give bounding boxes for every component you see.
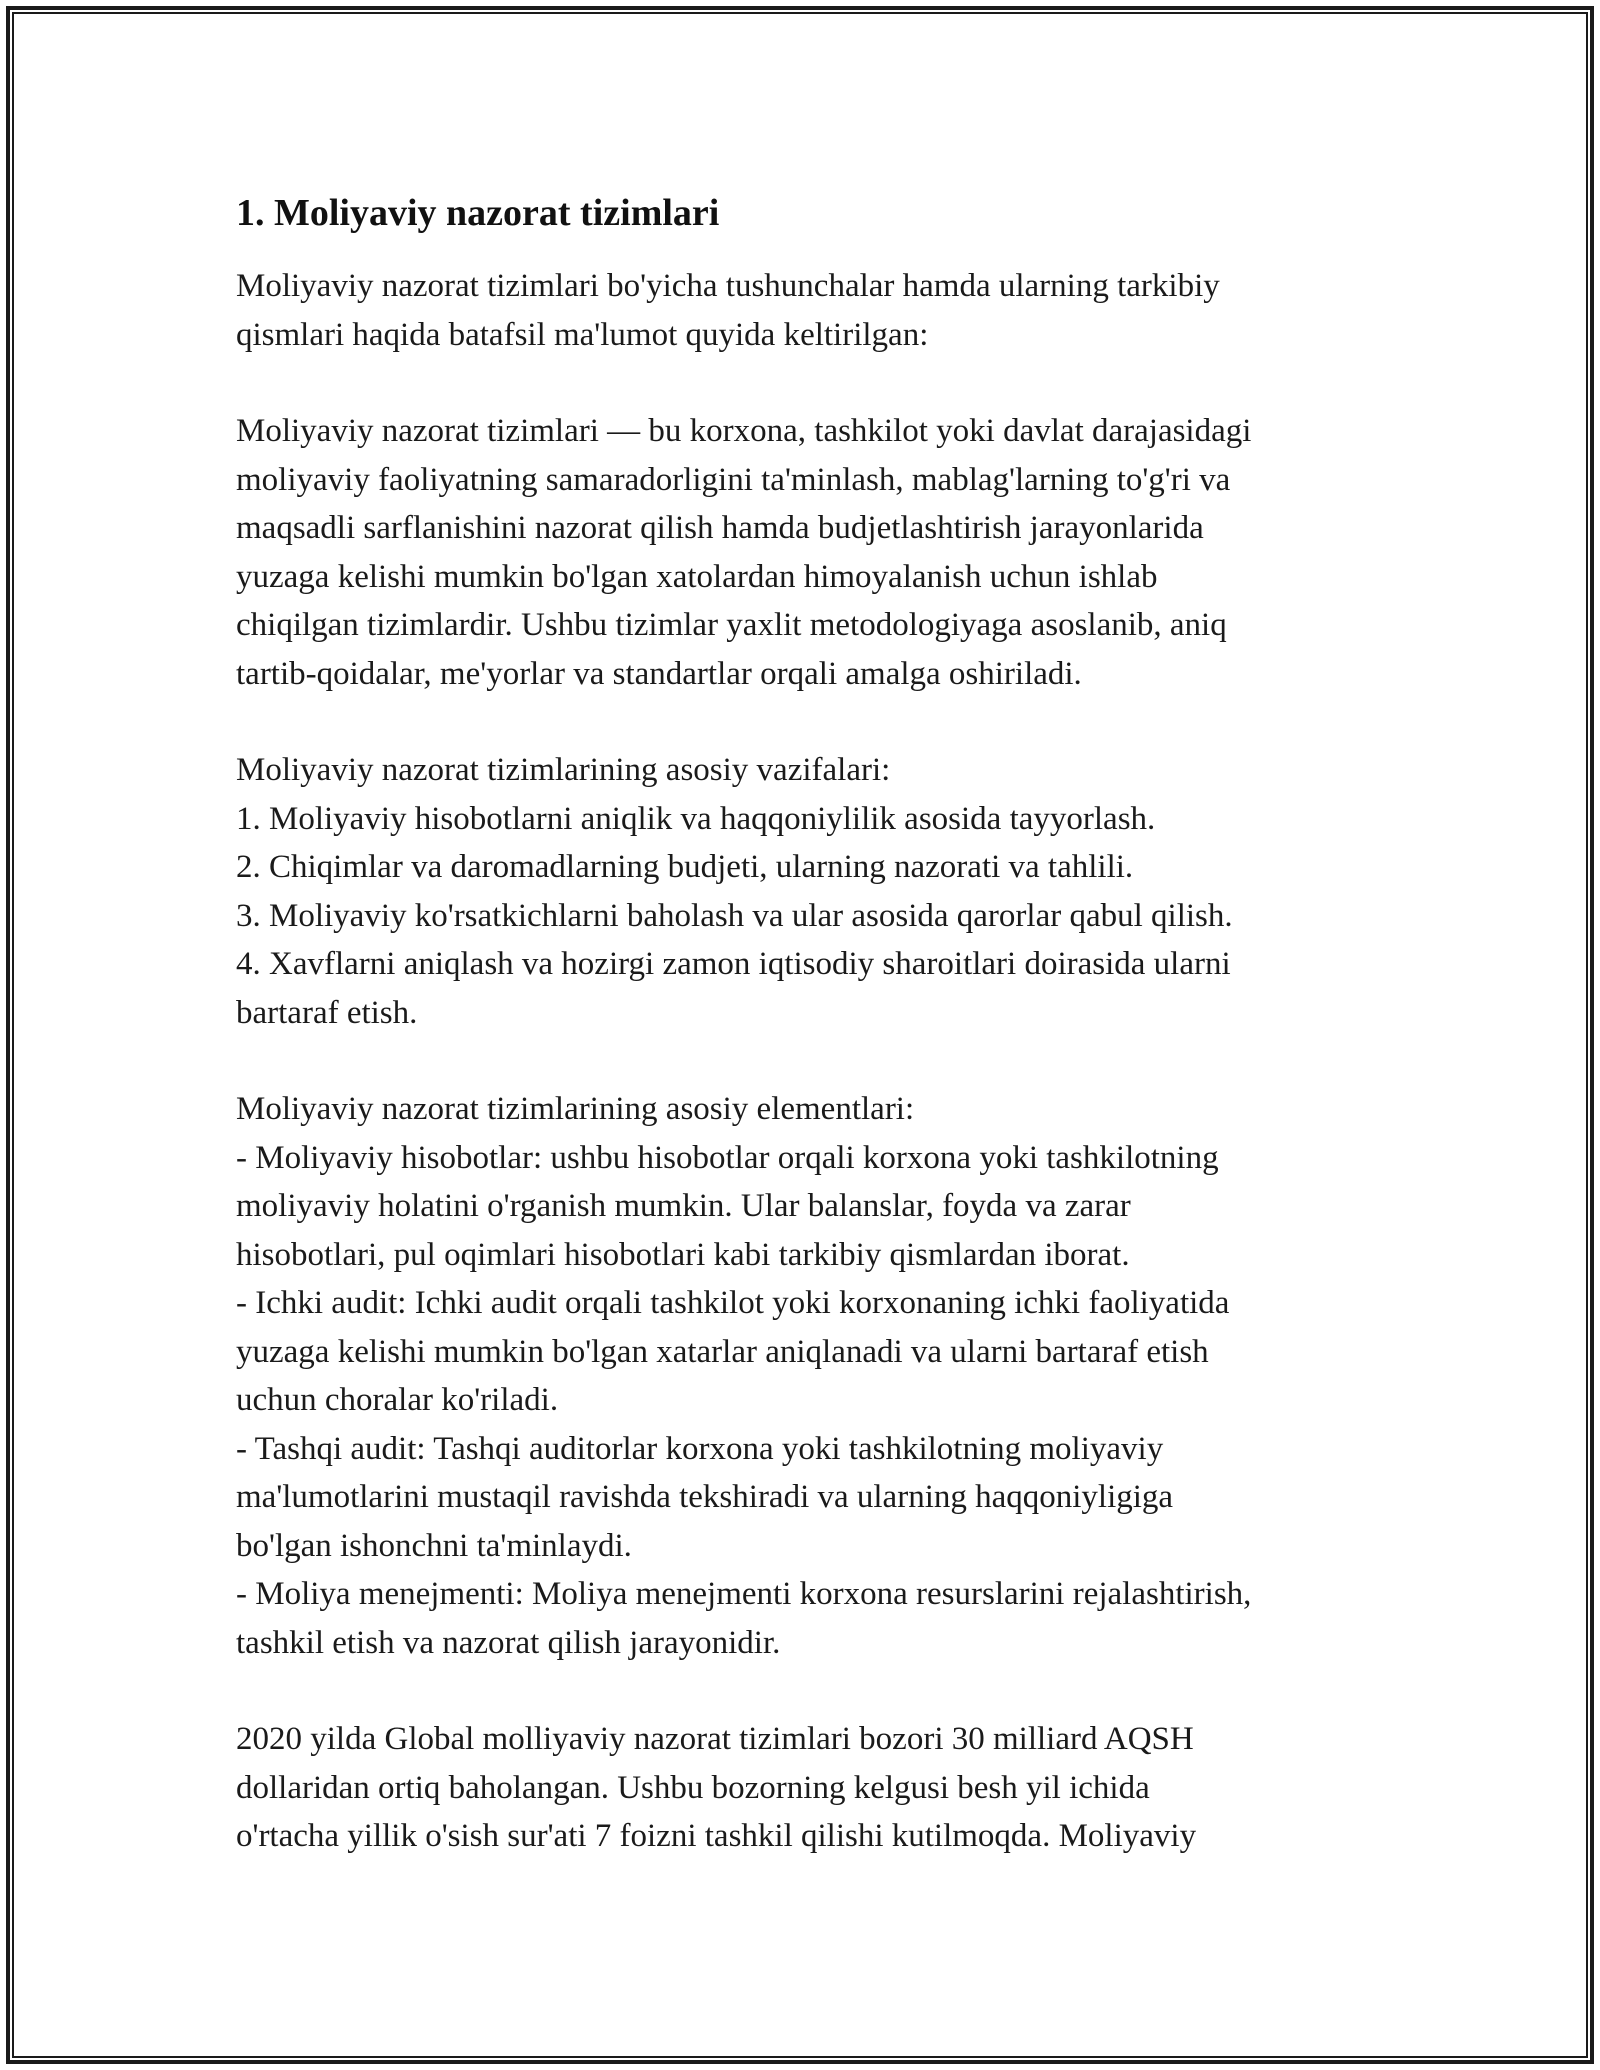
section-heading: 1. Moliyaviy nazorat tizimlari — [236, 192, 720, 234]
market-paragraph — [236, 1715, 1386, 1861]
list-item: - Moliyaviy hisobotlar: ushbu hisobotlar orqali korxona yoki tashkilotning — [236, 1139, 1219, 1176]
text-line: Moliyaviy nazorat tizimlari bo'yicha tushunchalar hamda ularning tarkibiy — [236, 268, 1220, 304]
text-line: 2020 yilda Global molliyaviy nazorat tizimlari bozori 30 milliard AQSH — [236, 1721, 1194, 1757]
list-item-continuation: hisobotlari, pul oqimlari hisobotlari kabi tarkibiy qismlardan iborat. — [236, 1236, 1130, 1273]
list-item: 4. Xavflarni aniqlash va hozirgi zamon iqtisodiy sharoitlari doirasida ularni — [236, 946, 1231, 982]
list-item-continuation: tashkil etish va nazorat qilish jarayonidir. — [236, 1624, 781, 1661]
list-item: 1. Moliyaviy hisobotlarni aniqlik va haqqoniylilik asosida tayyorlash. — [236, 800, 1156, 837]
text-line: dollaridan ortiq baholangan. Ushbu bozorning kelgusi besh yil ichida — [236, 1769, 1150, 1806]
intro-paragraph — [236, 262, 1386, 359]
list-item-continuation: bo'lgan ishonchni ta'minlaydi. — [236, 1527, 632, 1564]
list-heading: Moliyaviy nazorat tizimlarining asosiy elementlari: — [236, 1091, 915, 1127]
text-line: tartib-qoidalar, me'yorlar va standartlar orqali amalga oshiriladi. — [236, 655, 1082, 692]
list-item-continuation: ma'lumotlarini mustaqil ravishda tekshiradi va ularning haqqoniyligiga — [236, 1479, 1174, 1515]
list-item-continuation: moliyaviy holatini o'rganish mumkin. Ular balanslar, foyda va zarar — [236, 1188, 1131, 1224]
text-line: Moliyaviy nazorat tizimlari — bu korxona, tashkilot yoki davlat darajasidagi — [236, 413, 1252, 449]
list-item: - Moliya menejmenti: Moliya menejmenti korxona resurslarini rejalashtirish, — [236, 1576, 1252, 1612]
elements-list — [236, 1085, 1386, 1667]
text-line: o'rtacha yillik o'sish sur'ati 7 foizni tashkil qilishi kutilmoqda. Moliyaviy — [236, 1818, 1197, 1854]
list-item: 3. Moliyaviy ko'rsatkichlarni baholash va ular asosida qarorlar qabul qilish. — [236, 897, 1233, 934]
text-line: qismlari haqida batafsil ma'lumot quyida keltirilgan: — [236, 316, 929, 353]
text-line: chiqilgan tizimlardir. Ushbu tizimlar yaxlit metodologiyaga asoslanib, aniq — [236, 607, 1227, 643]
list-item-continuation: yuzaga kelishi mumkin bo'lgan xatarlar aniqlanadi va ularni bartaraf etish — [236, 1333, 1209, 1370]
text-line: maqsadli sarflanishini nazorat qilish hamda budjetlashtirish jarayonlarida — [236, 510, 1204, 546]
tasks-list — [236, 746, 1386, 1037]
list-item: - Tashqi audit: Tashqi auditorlar korxona yoki tashkilotning moliyaviy — [236, 1430, 1164, 1467]
list-heading: Moliyaviy nazorat tizimlarining asosiy vazifalari: — [236, 752, 891, 788]
list-item: 2. Chiqimlar va daromadlarning budjeti, ularning nazorati va tahlili. — [236, 849, 1134, 885]
text-line: yuzaga kelishi mumkin bo'lgan xatolardan himoyalanish uchun ishlab — [236, 558, 1158, 595]
definition-paragraph — [236, 407, 1386, 698]
list-item: - Ichki audit: Ichki audit orqali tashkilot yoki korxonaning ichki faoliyatida — [236, 1285, 1230, 1321]
list-item-continuation: bartaraf etish. — [236, 994, 418, 1031]
document-body — [236, 188, 1386, 1861]
text-line: moliyaviy faoliyatning samaradorligini ta'minlash, mablag'larning to'g'ri va — [236, 461, 1231, 498]
list-item-continuation: uchun choralar ko'riladi. — [236, 1382, 559, 1418]
